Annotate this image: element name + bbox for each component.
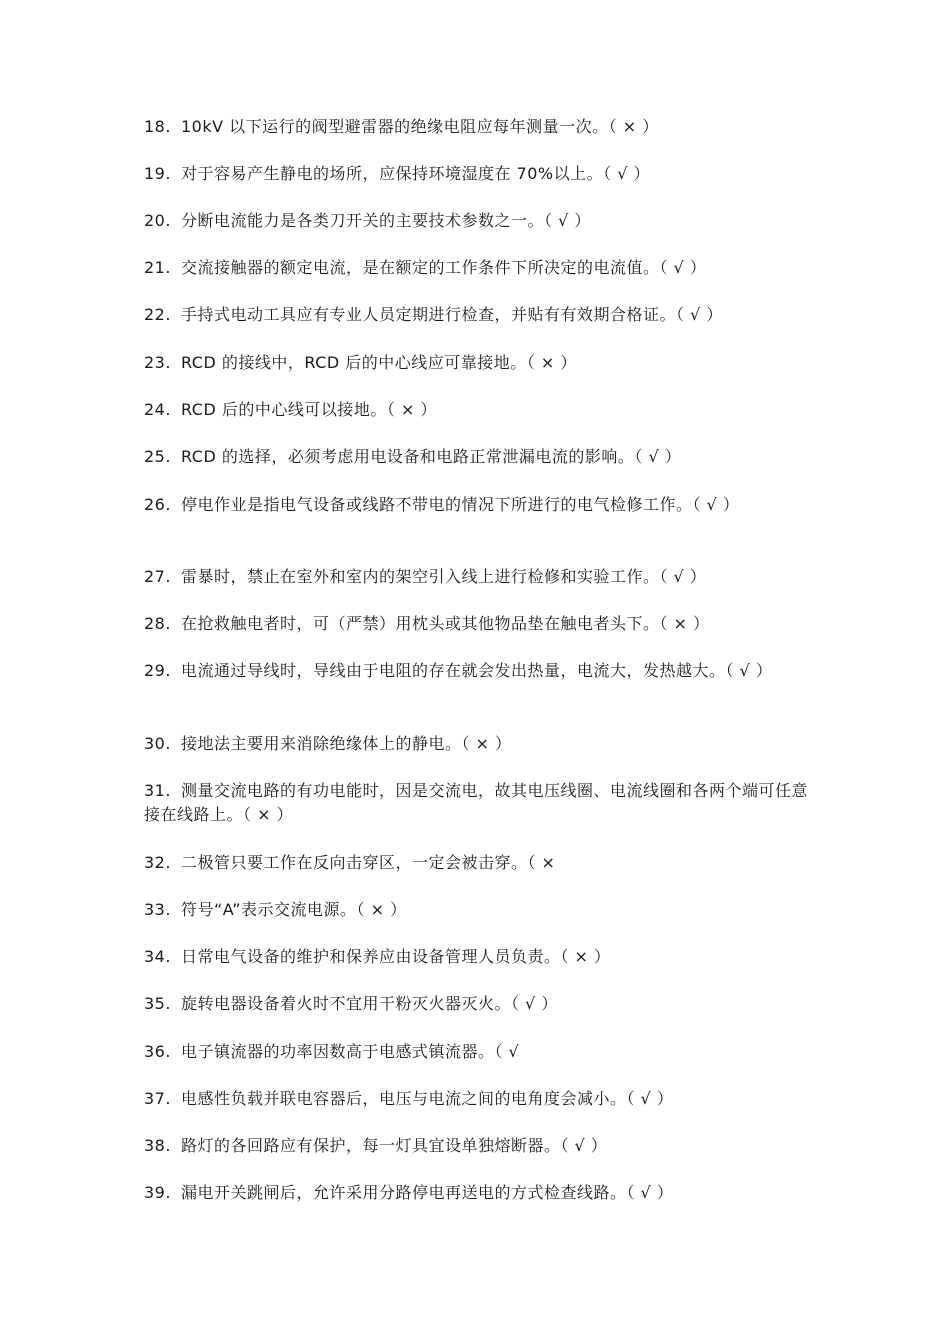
question-text: 停电作业是指电气设备或线路不带电的情况下所进行的电气检修工作。（ √ ） (180, 495, 740, 514)
question-number: 31. (144, 781, 171, 800)
question-number: 21. (144, 258, 171, 277)
question-text: 路灯的各回路应有保护，每一灯具宜设单独熔断器。（ √ ） (180, 1136, 608, 1155)
question-32 (144, 851, 814, 875)
question-text: 雷暴时，禁止在室外和室内的架空引入线上进行检修和实验工作。（ √ ） (180, 567, 707, 586)
question-25 (144, 445, 814, 469)
question-text: RCD 后的中心线可以接地。（ × ） (180, 400, 437, 419)
question-text: 10kV 以下运行的阀型避雷器的绝缘电阻应每年测量一次。（ × ） (180, 117, 659, 136)
question-36 (144, 1040, 814, 1064)
question-text: 符号“A”表示交流电源。（ × ） (180, 900, 407, 919)
question-34 (144, 945, 814, 969)
question-38 (144, 1134, 814, 1158)
question-number: 36. (144, 1042, 171, 1061)
question-text: 电流通过导线时，导线由于电阻的存在就会发出热量，电流大，发热越大。（ √ ） (180, 661, 773, 680)
question-18 (144, 115, 814, 139)
question-number: 27. (144, 567, 171, 586)
question-number: 19. (144, 164, 171, 183)
question-text: RCD 的接线中，RCD 后的中心线应可靠接地。（ × ） (180, 353, 577, 372)
question-number: 18. (144, 117, 171, 136)
question-number: 22. (144, 305, 171, 324)
question-number: 23. (144, 353, 171, 372)
question-number: 39. (144, 1183, 171, 1202)
question-text: 对于容易产生静电的场所，应保持环境湿度在 70%以上。（ √ ） (180, 164, 650, 183)
question-37 (144, 1087, 814, 1111)
question-33 (144, 898, 814, 922)
question-22 (144, 303, 814, 327)
question-text: 手持式电动工具应有专业人员定期进行检查，并贴有有效期合格证。（ √ ） (180, 305, 723, 324)
question-number: 35. (144, 994, 171, 1013)
question-number: 37. (144, 1089, 171, 1108)
question-text: 电感性负载并联电容器后，电压与电流之间的电角度会减小。（ √ ） (180, 1089, 674, 1108)
question-number: 28. (144, 614, 171, 633)
question-23 (144, 351, 814, 375)
question-number: 32. (144, 853, 171, 872)
question-29 (144, 659, 814, 683)
question-text: 二极管只要工作在反向击穿区，一定会被击穿。（ × (180, 853, 556, 872)
question-20 (144, 209, 814, 233)
question-24 (144, 398, 814, 422)
question-text: 日常电气设备的维护和保养应由设备管理人员负责。（ × ） (180, 947, 611, 966)
question-number: 20. (144, 211, 171, 230)
question-number: 25. (144, 447, 171, 466)
question-number: 30. (144, 734, 171, 753)
question-39 (144, 1181, 814, 1205)
question-number: 24. (144, 400, 171, 419)
question-26 (144, 493, 814, 517)
question-31 (144, 779, 814, 827)
question-text: 交流接触器的额定电流，是在额定的工作条件下所决定的电流值。（ √ ） (180, 258, 707, 277)
question-number: 26. (144, 495, 171, 514)
question-text: 在抢救触电者时，可（严禁）用枕头或其他物品垫在触电者头下。（ × ） (180, 614, 710, 633)
question-number: 29. (144, 661, 171, 680)
question-21 (144, 256, 814, 280)
question-number: 33. (144, 900, 171, 919)
question-text: 电子镇流器的功率因数高于电感式镇流器。（ √ (180, 1042, 520, 1061)
question-35 (144, 992, 814, 1016)
question-text: 分断电流能力是各类刀开关的主要技术参数之一。（ √ ） (180, 211, 591, 230)
question-28 (144, 612, 814, 636)
question-text: 漏电开关跳闸后，允许采用分路停电再送电的方式检查线路。（ √ ） (180, 1183, 674, 1202)
question-number: 38. (144, 1136, 171, 1155)
question-27 (144, 565, 814, 589)
question-text: 旋转电器设备着火时不宜用干粉灭火器灭火。（ √ ） (180, 994, 558, 1013)
question-text: RCD 的选择，必须考虑用电设备和电路正常泄漏电流的影响。（ √ ） (180, 447, 682, 466)
question-text: 接地法主要用来消除绝缘体上的静电。（ × ） (180, 734, 512, 753)
question-number: 34. (144, 947, 171, 966)
question-19 (144, 162, 814, 186)
question-text: 测量交流电路的有功电能时，因是交流电，故其电压线圈、电流线圈和各两个端可任意接在线路上。（ × ） (144, 781, 808, 824)
question-30 (144, 732, 814, 756)
